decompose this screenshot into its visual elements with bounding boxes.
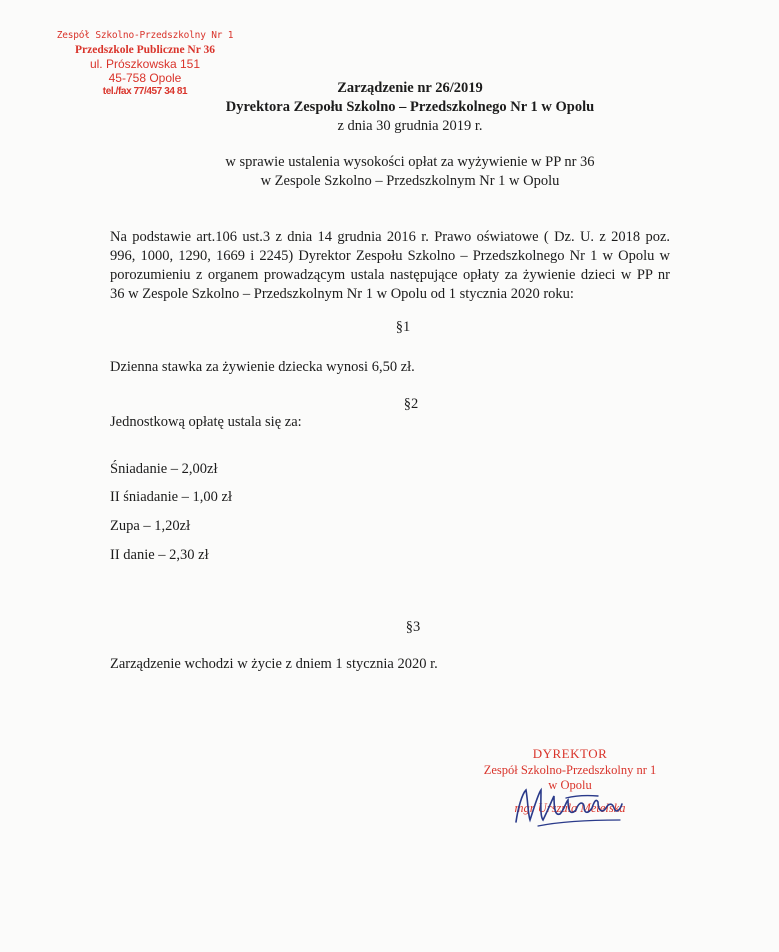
- stamp-line-postcode: 45-758 Opole: [108, 71, 182, 85]
- section-3-text: Zarządzenie wchodzi w życie z dniem 1 stycznia 2020 r.: [110, 656, 438, 672]
- director-signature: [508, 780, 638, 840]
- meal-price-item: Zupa – 1,20zł: [110, 518, 191, 534]
- preamble-line: 996, 1000, 1290, 1669 i 2245) Dyrektor Zespołu Szkolno – Przedszkolnego Nr 1 w Opolu w: [110, 248, 670, 264]
- section-1-heading: §1: [395, 319, 411, 335]
- stamp-line-preschool: Przedszkole Publiczne Nr 36: [75, 44, 215, 56]
- meal-price-item: II danie – 2,30 zł: [110, 547, 209, 563]
- document-header: [150, 79, 670, 136]
- meal-price-item: Śniadanie – 2,00zł: [110, 461, 218, 477]
- director-school: Zespół Szkolno-Przedszkolny nr 1: [483, 763, 657, 777]
- stamp-line-street: ul. Prószkowska 151: [89, 57, 201, 71]
- section-1-text: Dzienna stawka za żywienie dziecka wynosi 6,50 zł.: [110, 359, 415, 375]
- preamble-line: Na podstawie art.106 ust.3 z dnia 14 grudnia 2016 r. Prawo oświatowe ( Dz. U. z 2018 poz.: [110, 229, 670, 245]
- subject-line: w sprawie ustalenia wysokości opłat za wyżywienie w PP nr 36: [225, 154, 595, 170]
- preamble-line: porozumieniu z organem prowadzącym ustala następujące opłaty za żywienie dzieci w PP nr: [110, 267, 670, 283]
- document-date: z dnia 30 grudnia 2019 r.: [337, 118, 483, 134]
- document-issuer: Dyrektora Zespołu Szkolno – Przedszkolnego Nr 1 w Opolu: [225, 99, 595, 115]
- stamp-line-phone: tel./fax 77/457 34 81: [102, 86, 188, 97]
- director-city: w Opolu: [548, 778, 592, 792]
- preamble-line: 36 w Zespole Szkolno – Przedszkolnym Nr 1 w Opolu od 1 stycznia 2020 roku:: [110, 286, 574, 302]
- document-subject: [130, 153, 690, 191]
- section-3-heading: §3: [405, 619, 421, 635]
- preamble-paragraph: [110, 228, 670, 304]
- section-2-heading: §2: [403, 396, 419, 412]
- stamp-line-school: Zespół Szkolno-Przedszkolny Nr 1: [56, 30, 234, 41]
- director-name: mgr Urszula Metelska: [514, 801, 626, 815]
- meal-price-item: II śniadanie – 1,00 zł: [110, 489, 233, 505]
- director-title: DYREKTOR: [532, 746, 608, 761]
- document-title: Zarządzenie nr 26/2019: [337, 80, 483, 96]
- section-2-text: Jednostkową opłatę ustala się za:: [110, 414, 302, 430]
- subject-line: w Zespole Szkolno – Przedszkolnym Nr 1 w Opolu: [260, 173, 560, 189]
